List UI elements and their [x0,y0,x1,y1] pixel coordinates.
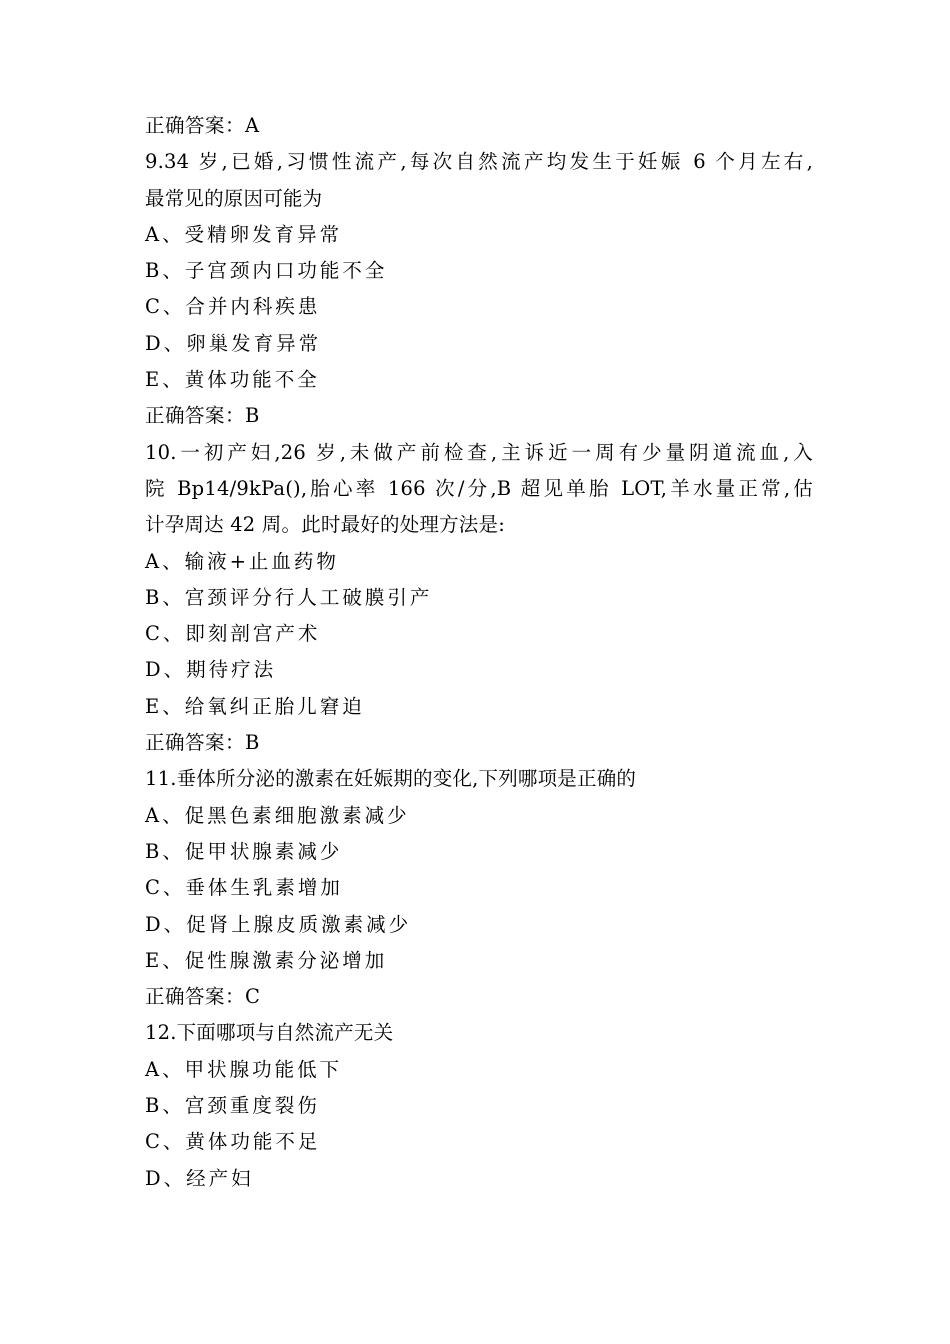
option-line: B、宫颈评分行人工破膜引产 [145,585,433,609]
question-stem-line: 11.垂体所分泌的激素在妊娠期的变化,下列哪项是正确的 [145,767,637,791]
question-stem-line: 院 Bp14/9kPa(),胎心率 166 次/分,B 超见单胎 LOT,羊水量正常,估 [145,476,813,500]
answer-line: 正确答案：B [145,404,260,428]
option-line: D、经产妇 [145,1166,254,1190]
option-line: E、黄体功能不全 [145,368,320,392]
question-stem-line: 计孕周达 42 周。此时最好的处理方法是: [145,513,505,537]
option-line: C、即刻剖宫产术 [145,622,321,646]
option-line: A、促黑色素细胞激素减少 [145,803,410,827]
answer-line: 正确答案：B [145,731,260,755]
option-line: D、期待疗法 [145,658,277,682]
question-list [145,108,813,1197]
answer-line: 正确答案：A [145,114,260,137]
question-stem-line: 10.一初产妇,26 岁,未做产前检查,主诉近一周有少量阴道流血,入 [145,440,813,464]
question-stem-line: 最常见的原因可能为 [145,186,323,210]
option-line: E、促性腺激素分泌增加 [145,948,388,972]
option-line: C、黄体功能不足 [145,1130,321,1154]
option-line: B、促甲状腺素减少 [145,839,343,863]
option-line: D、促肾上腺皮质激素减少 [145,912,412,936]
option-line: B、宫颈重度裂伤 [145,1094,320,1118]
option-line: A、受精卵发育异常 [145,222,343,246]
option-line: E、给氧纠正胎儿窘迫 [145,694,365,718]
question-stem-line: 12.下面哪项与自然流产无关 [145,1021,394,1045]
option-line: B、子宫颈内口功能不全 [145,259,388,283]
option-line: A、甲状腺功能低下 [145,1057,343,1081]
option-line: D、卵巢发育异常 [145,331,322,355]
option-line: A、输液+止血药物 [145,549,339,573]
option-line: C、垂体生乳素增加 [145,876,343,900]
answer-line: 正确答案：C [145,985,261,1009]
option-line: C、合并内科疾患 [145,295,321,319]
question-stem-line: 9.34 岁,已婚,习惯性流产,每次自然流产均发生于妊娠 6 个月左右, [145,150,813,174]
